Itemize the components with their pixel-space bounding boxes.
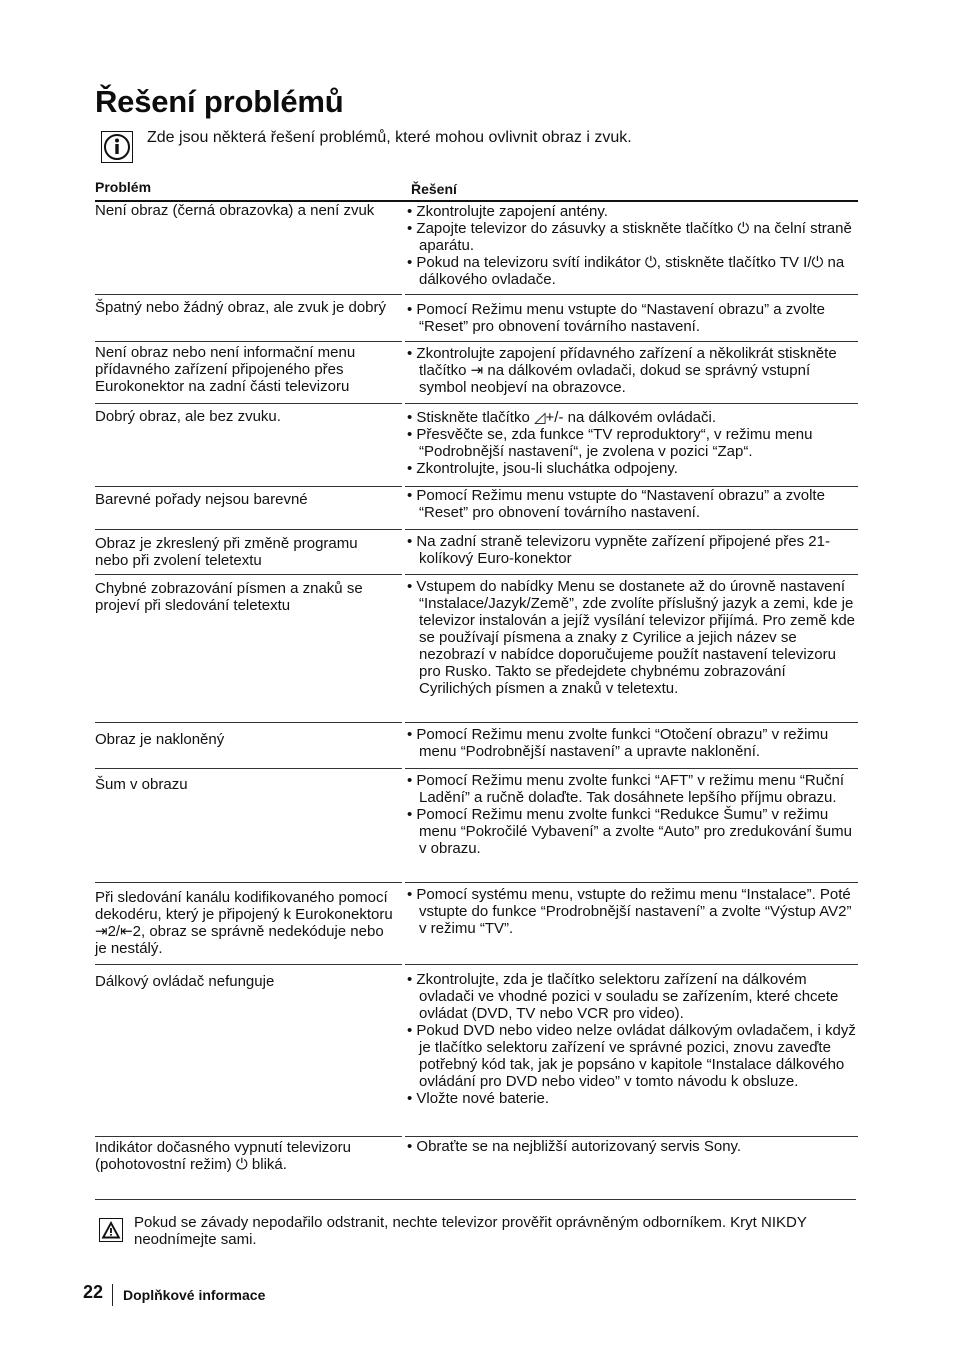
table-bottom-divider xyxy=(95,1199,856,1200)
solution-item: • Vložte nové baterie. xyxy=(407,1090,859,1107)
column-header-solution: Řešení xyxy=(411,181,457,197)
solution-item: • Zkontrolujte zapojení antény. xyxy=(407,203,859,220)
problem-cell: Není obraz (černá obrazovka) a není zvuk xyxy=(95,202,375,219)
solution-cell xyxy=(407,533,859,567)
problem-cell: Chybné zobrazování písmen a znaků se projeví při sledování teletextu xyxy=(95,580,363,614)
solution-item: • Pomocí Režimu menu zvolte funkci “AFT” v režimu menu “Ruční Ladění” a ručně dolaďte. Tak dosáhnete lepšího příjmu obrazu. xyxy=(407,772,859,806)
row-divider xyxy=(95,882,402,883)
solution-item: • Pomocí systému menu, vstupte do režimu menu “Instalace”. Poté vstupte do funkce “Prodrobnější nastavení” a zvolte “Výstup AV2” v režimu “TV”. xyxy=(407,886,859,937)
row-divider xyxy=(95,722,402,723)
problem-cell: Není obraz nebo není informační menu přídavného zařízení připojeného přes Eurokonektor na zadní části televizoru xyxy=(95,344,356,395)
solution-cell xyxy=(407,1138,859,1155)
section-name: Doplňkové informace xyxy=(123,1287,266,1303)
solution-item: • Pomocí Režimu menu zvolte funkci “Otočení obrazu” v režimu menu “Podrobnější nastavení” a upravte naklonění. xyxy=(407,726,859,760)
solution-item: • Stiskněte tlačítko ◿+/- na dálkovém ovládači. xyxy=(407,409,859,426)
row-divider xyxy=(405,403,858,404)
solution-item: • Zkontrolujte, zda je tlačítko selektoru zařízení na dálkovém ovladači ve vhodné pozici v souladu se zařízením, které chcete ovládat (DVD, TV nebo VCR pro video). xyxy=(407,971,859,1022)
problem-cell: Barevné pořady nejsou barevné xyxy=(95,491,308,508)
solution-item: • Zapojte televizor do zásuvky a stiskněte tlačítko ⏻ na čelní straně aparátu. xyxy=(407,220,859,254)
solution-item: • Pomocí Režimu menu vstupte do “Nastavení obrazu” a zvolte “Reset” pro obnovení továrního nastavení. xyxy=(407,487,859,521)
page-title: Řešení problémů xyxy=(95,84,344,119)
row-divider xyxy=(405,529,858,530)
solution-item: • Zkontrolujte, jsou-li sluchátka odpojeny. xyxy=(407,460,859,477)
row-divider xyxy=(95,1136,402,1137)
row-divider xyxy=(95,486,402,487)
solution-item: • Pomocí Režimu menu zvolte funkci “Redukce Šumu” v režimu menu “Pokročilé Vybavení” a zvolte “Auto” pro zredukování šumu v obrazu. xyxy=(407,806,859,857)
solution-cell xyxy=(407,345,859,396)
solution-item: • Pokud na televizoru svítí indikátor ⏻, stiskněte tlačítko TV I/⏻ na dálkového ovladače. xyxy=(407,254,859,288)
solution-item: • Vstupem do nabídky Menu se dostanete až do úrovně nastavení “Instalace/Jazyk/Země”, zde zvolíte příslušný jazyk a zemi, kde je televizor instalován a jejíž vysílání televizor přijímá. Pro země kde se používají písmena a znaky z Cyrilice a jejich název se nezobrazí v nabídce doporučujeme použít nastavení televizoru pro Rusko. Takto se předejdete chybnému zobrazování Cyrilichých písmen a znaků v teletextu. xyxy=(407,578,859,697)
solution-cell xyxy=(407,487,859,521)
row-divider xyxy=(95,294,402,295)
row-divider xyxy=(405,341,858,342)
solution-item: • Na zadní straně televizoru vypněte zařízení připojené přes 21-kolíkový Euro-konektor xyxy=(407,533,859,567)
row-divider xyxy=(95,768,402,769)
row-divider xyxy=(405,964,858,965)
solution-item: • Obraťte se na nejbližší autorizovaný servis Sony. xyxy=(407,1138,859,1155)
solution-cell xyxy=(407,578,859,697)
column-header-problem: Problém xyxy=(95,179,152,195)
row-divider xyxy=(95,574,402,575)
warning-text: Pokud se závady nepodařilo odstranit, nechte televizor prověřit oprávněným odborníkem. Kryt NIKDY neodnímejte sami. xyxy=(134,1214,807,1248)
footer-separator xyxy=(112,1284,113,1306)
problem-cell: Dálkový ovládač nefunguje xyxy=(95,973,275,990)
solution-cell xyxy=(407,409,859,477)
warning-triangle-icon xyxy=(99,1218,123,1242)
solution-item: • Zkontrolujte zapojení přídavného zařízení a několikrát stiskněte tlačítko ⇥ na dálkovém ovladači, dokud se správný vstupní symbol neobjeví na obrazovce. xyxy=(407,345,859,396)
intro-text: Zde jsou některá řešení problémů, které mohou ovlivnit obraz i zvuk. xyxy=(147,129,632,146)
problem-cell: Indikátor dočasného vypnutí televizoru (pohotovostní režim) ⏻ bliká. xyxy=(95,1139,351,1173)
row-divider xyxy=(405,294,858,295)
info-icon xyxy=(101,131,133,163)
row-divider xyxy=(405,722,858,723)
problem-cell: Při sledování kanálu kodifikovaného pomocí dekodéru, který je připojený k Eurokonektoru ⇥2/⇤2, obraz se správně nedekóduje nebo je nestálý. xyxy=(95,889,393,957)
problem-cell: Šum v obrazu xyxy=(95,776,188,793)
problem-cell: Obraz je nakloněný xyxy=(95,731,225,748)
row-divider xyxy=(405,882,858,883)
problem-cell: Obraz je zkreslený při změně programu nebo při zvolení teletextu xyxy=(95,535,358,569)
row-divider xyxy=(95,529,402,530)
solution-item: • Přesvěčte se, zda funkce “TV reproduktory“, v režimu menu “Podrobnější nastavení“, je zvolena v pozici “Zap“. xyxy=(407,426,859,460)
solution-cell xyxy=(407,301,859,335)
row-divider xyxy=(405,1136,858,1137)
problem-cell: Špatný nebo žádný obraz, ale zvuk je dobrý xyxy=(95,299,387,316)
solution-item: • Pomocí Režimu menu vstupte do “Nastavení obrazu” a zvolte “Reset” pro obnovení továrního nastavení. xyxy=(407,301,859,335)
row-divider xyxy=(95,964,402,965)
solution-item: • Pokud DVD nebo video nelze ovládat dálkovým ovladačem, i když je tlačítko selektoru zařízení ve správné pozici, znovu zaveďte potřebný kód tak, jak je popsáno v kapitole “Instalace dálkového ovládání pro DVD nebo video” v tomto návodu k obsluze. xyxy=(407,1022,859,1090)
page-number: 22 xyxy=(83,1282,104,1302)
solution-cell xyxy=(407,203,859,288)
solution-cell xyxy=(407,971,859,1107)
row-divider xyxy=(95,341,402,342)
solution-cell xyxy=(407,886,859,937)
row-divider xyxy=(405,768,858,769)
problem-cell: Dobrý obraz, ale bez zvuku. xyxy=(95,408,281,425)
row-divider xyxy=(95,403,402,404)
solution-cell xyxy=(407,726,859,760)
solution-cell xyxy=(407,772,859,857)
row-divider xyxy=(405,574,858,575)
